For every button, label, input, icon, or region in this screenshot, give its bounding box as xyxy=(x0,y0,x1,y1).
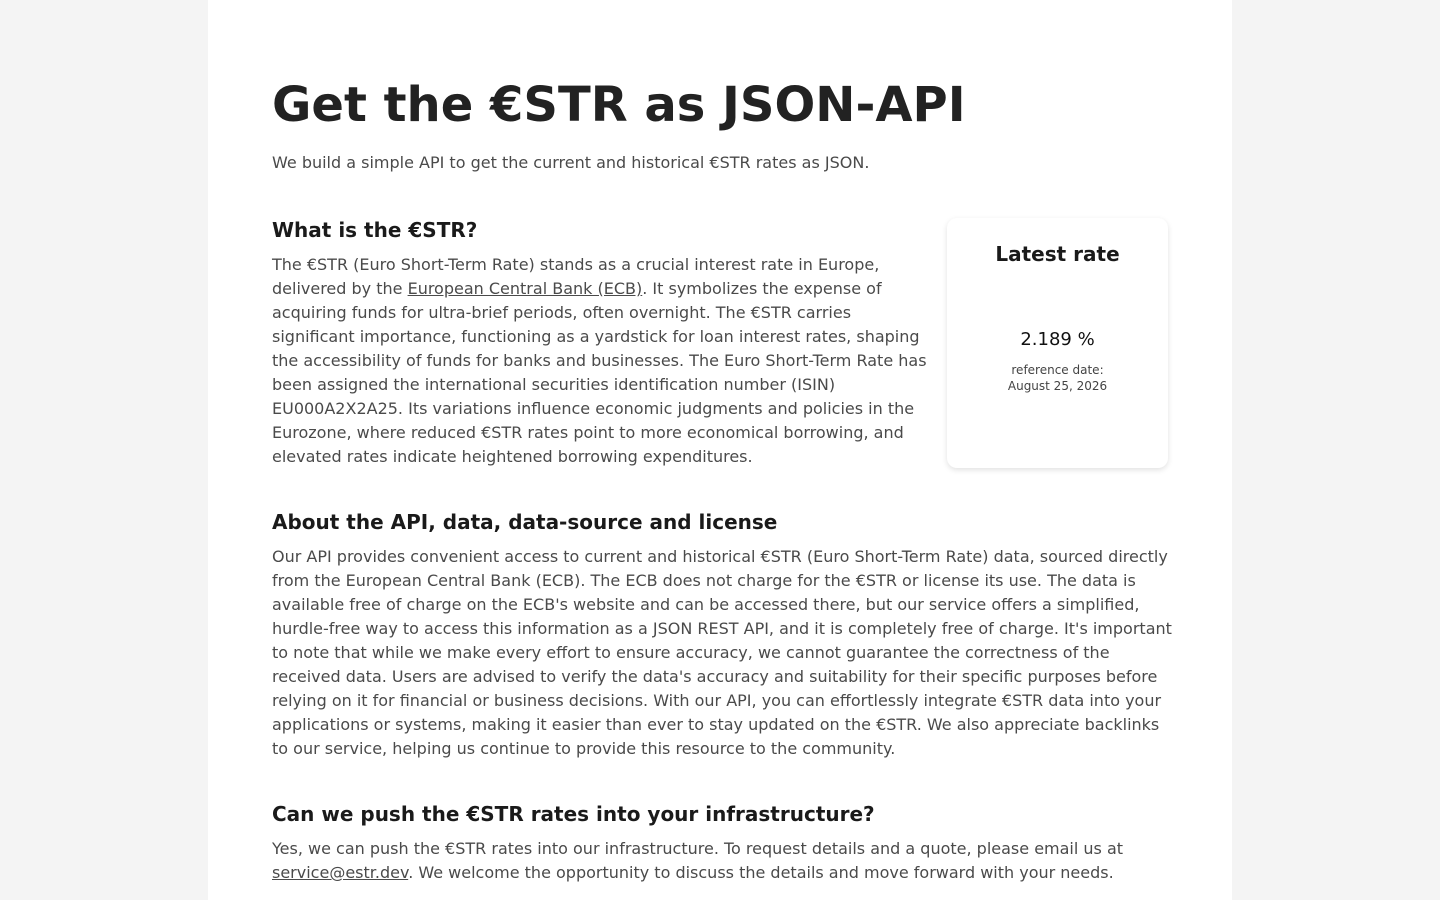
section-what-is-estr xyxy=(272,216,932,469)
section-push-rates xyxy=(272,800,1172,885)
section-heading-what-is: What is the €STR? xyxy=(272,218,478,242)
ecb-link[interactable]: European Central Bank (ECB) xyxy=(407,279,643,298)
push-text-before: Yes, we can push the €STR rates into our infrastructure. To request details and a quote, please email us at xyxy=(272,839,1124,858)
service-email-link[interactable]: service@estr.dev xyxy=(272,863,409,882)
section-text-push xyxy=(272,837,1172,885)
what-is-text-before: The €STR (Euro Short-Term Rate) stands as a crucial interest rate in Europe, delivered by the xyxy=(272,255,880,298)
section-heading-push: Can we push the €STR rates into your infrastructure? xyxy=(272,802,875,826)
page-container xyxy=(208,0,1232,900)
section-text-what-is xyxy=(272,253,932,469)
page-lead: We build a simple API to get the current and historical €STR rates as JSON. xyxy=(272,153,870,172)
reference-date xyxy=(947,362,1168,394)
section-text-about: Our API provides convenient access to current and historical €STR (Euro Short-Term Rate) data, sourced directly from the European Central Bank (ECB). The ECB does not charge for the €STR or license its use. The data is available free of charge on the ECB's website and can be accessed there, but our service offers a simplified, hurdle-free way to access this information as a JSON REST API, and it is completely free of charge. It's important to note that while we make every effort to ensure accuracy, we cannot guarantee the correctness of the received data. Users are advised to verify the data's accuracy and suitability for their specific purposes before relying on it for financial or business decisions. With our API, you can effortlessly integrate €STR data into your applications or systems, making it easier than ever to stay updated on the €STR. We also appreciate backlinks to our service, helping us continue to provide this resource to the community. xyxy=(272,547,1172,758)
what-is-text-after: . It symbolizes the expense of acquiring funds for ultra-brief periods, often overnight. The €STR carries significant importance, functioning as a yardstick for loan interest rates, shaping the accessibility of funds for banks and businesses. The Euro Short-Term Rate has been assigned the international securities identification number (ISIN) EU000A2X2A25. Its variations influence economic judgments and policies in the Eurozone, where reduced €STR rates point to more economical borrowing, and elevated rates indicate heightened borrowing expenditures. xyxy=(272,279,927,466)
section-about-api xyxy=(272,508,1172,761)
latest-rate-card xyxy=(947,218,1168,468)
page-title: Get the €STR as JSON-API xyxy=(272,77,966,133)
reference-date-value: August 25, 2026 xyxy=(1007,379,1108,393)
push-text-after: . We welcome the opportunity to discuss the details and move forward with your needs. xyxy=(408,863,1114,882)
latest-rate-value: 2.189 % xyxy=(1020,329,1095,350)
latest-rate-title: Latest rate xyxy=(995,242,1120,266)
reference-date-label: reference date: xyxy=(1011,363,1104,377)
section-heading-about: About the API, data, data-source and license xyxy=(272,510,778,534)
